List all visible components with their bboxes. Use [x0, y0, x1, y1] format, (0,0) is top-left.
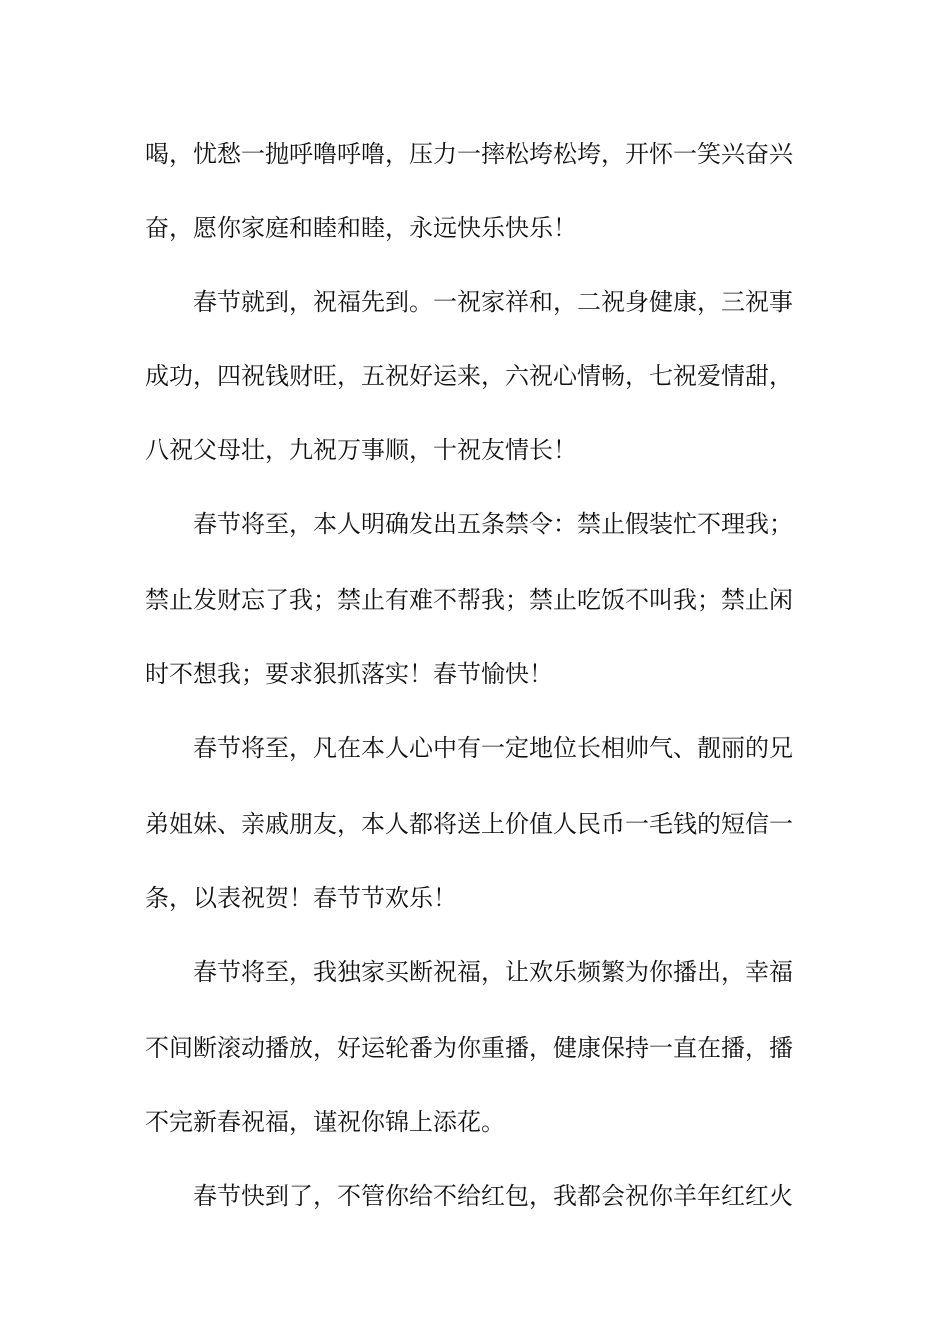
- text-line: 八祝父母壮，九祝万事顺，十祝友情长！: [145, 436, 577, 464]
- text-line: 喝，忧愁一抛呼噜呼噜，压力一摔松垮松垮，开怀一笑兴奋兴: [145, 140, 793, 168]
- text-line: 春节将至，本人明确发出五条禁令：禁止假装忙不理我；: [193, 510, 793, 538]
- text-line: 成功，四祝钱财旺，五祝好运来，六祝心情畅，七祝爱情甜，: [145, 362, 793, 390]
- text-line: 禁止发财忘了我；禁止有难不帮我；禁止吃饭不叫我；禁止闲: [145, 586, 793, 614]
- text-line: 春节快到了，不管你给不给红包，我都会祝你羊年红红火: [193, 1182, 793, 1210]
- text-line: 春节将至，凡在本人心中有一定地位长相帅气、靓丽的兄: [193, 734, 793, 762]
- text-line: 奋，愿你家庭和睦和睦，永远快乐快乐！: [145, 214, 577, 242]
- text-line: 条，以表祝贺！春节节欢乐！: [145, 884, 457, 912]
- text-line: 时不想我；要求狠抓落实！春节愉快！: [145, 660, 553, 688]
- text-line: 春节将至，我独家买断祝福，让欢乐频繁为你播出，幸福: [193, 958, 793, 986]
- text-line: 春节就到，祝福先到。一祝家祥和，二祝身健康，三祝事: [193, 288, 793, 316]
- text-line: 弟姐妹、亲戚朋友，本人都将送上价值人民币一毛钱的短信一: [145, 810, 793, 838]
- text-line: 不间断滚动播放，好运轮番为你重播，健康保持一直在播，播: [145, 1034, 793, 1062]
- text-line: 不完新春祝福，谨祝你锦上添花。: [145, 1108, 505, 1136]
